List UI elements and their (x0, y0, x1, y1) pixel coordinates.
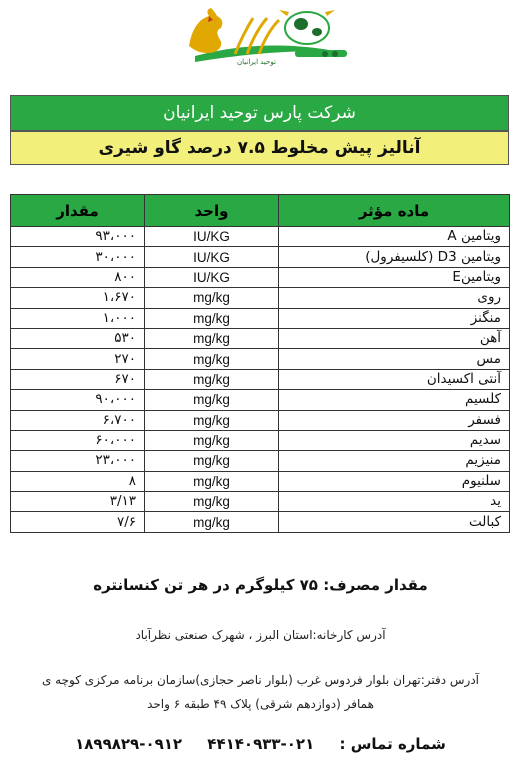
cell-unit: IU/KG (145, 247, 279, 267)
cell-material: مس (279, 349, 510, 369)
office-address: آدرس دفتر:تهران بلوار فردوس غرب (بلوار ناصر حجازی)سازمان برنامه مرکزی کوچه ی همافر (دوازدهم شرقی) پلاک ۴۹ طبقه ۶ واحد (41, 673, 480, 711)
factory-address: آدرس کارخانه:استان البرز ، شهرک صنعتی نظرآباد (135, 628, 386, 642)
table-row (11, 247, 510, 267)
cell-amount: ۶۷۰ (11, 369, 145, 389)
rooster-cow-logo-icon (175, 6, 365, 68)
product-title-banner: آنالیز پیش مخلوط ۷.۵ درصد گاو شیری (10, 131, 509, 165)
table-row (11, 328, 510, 348)
cell-unit: mg/kg (145, 328, 279, 348)
cell-unit: mg/kg (145, 410, 279, 430)
cell-amount: ۷/۶ (11, 512, 145, 532)
cell-unit: mg/kg (145, 471, 279, 491)
cell-material: کبالت (279, 512, 510, 532)
table-row (11, 410, 510, 430)
cell-amount: ۹۳،۰۰۰ (11, 227, 145, 247)
cell-material: ویتامین D3 (کلسیفرول) (279, 247, 510, 267)
cell-material: آنتی اکسیدان (279, 369, 510, 389)
cell-amount: ۳/۱۳ (11, 492, 145, 512)
cell-unit: mg/kg (145, 512, 279, 532)
cell-unit: mg/kg (145, 369, 279, 389)
cell-unit: IU/KG (145, 267, 279, 287)
company-logo (175, 6, 365, 68)
cell-amount: ۸ (11, 471, 145, 491)
table-row (11, 288, 510, 308)
cell-unit: mg/kg (145, 390, 279, 410)
cell-unit: mg/kg (145, 349, 279, 369)
table-row (11, 512, 510, 532)
table-row (11, 430, 510, 450)
table-row (11, 390, 510, 410)
cell-material: کلسیم (279, 390, 510, 410)
cell-material: سدیم (279, 430, 510, 450)
cell-material: منگنز (279, 308, 510, 328)
cell-amount: ۶،۷۰۰ (11, 410, 145, 430)
cell-material: ویتامینE (279, 267, 510, 287)
cell-unit: mg/kg (145, 430, 279, 450)
table-row (11, 369, 510, 389)
header-amount: مقدار (11, 195, 145, 227)
cell-material: سلنیوم (279, 471, 510, 491)
cell-material: روی (279, 288, 510, 308)
cell-material: ویتامین A (279, 227, 510, 247)
cell-amount: ۸۰۰ (11, 267, 145, 287)
cell-material: فسفر (279, 410, 510, 430)
header-unit: واحد (145, 195, 279, 227)
cell-unit: mg/kg (145, 492, 279, 512)
cell-amount: ۲۷۰ (11, 349, 145, 369)
cell-amount: ۳۰،۰۰۰ (11, 247, 145, 267)
contact-mobile: ۰۹۱۲-۱۸۹۹۸۲۹ (75, 735, 183, 753)
usage-note: مقدار مصرف: ۷۵ کیلوگرم در هر تن کنسانتره (93, 576, 428, 594)
table-row (11, 451, 510, 471)
company-name-banner: شرکت پارس توحید ایرانیان (10, 95, 509, 131)
table-row (11, 471, 510, 491)
cell-material: ید (279, 492, 510, 512)
cell-amount: ۲۳،۰۰۰ (11, 451, 145, 471)
cell-unit: IU/KG (145, 227, 279, 247)
cell-unit: mg/kg (145, 288, 279, 308)
table-row (11, 227, 510, 247)
table-row (11, 492, 510, 512)
cell-amount: ۱،۰۰۰ (11, 308, 145, 328)
table-row (11, 349, 510, 369)
table-row (11, 267, 510, 287)
cell-amount: ۵۳۰ (11, 328, 145, 348)
logo-text: توحید ایرانیان (237, 58, 276, 66)
cell-unit: mg/kg (145, 308, 279, 328)
cell-material: منیزیم (279, 451, 510, 471)
table-header-row (11, 195, 510, 227)
analysis-table (10, 194, 510, 533)
cell-amount: ۶۰،۰۰۰ (11, 430, 145, 450)
cell-amount: ۹۰،۰۰۰ (11, 390, 145, 410)
cell-amount: ۱،۶۷۰ (11, 288, 145, 308)
contact-line (0, 735, 521, 753)
cell-material: آهن (279, 328, 510, 348)
header-material: ماده مؤثر (279, 195, 510, 227)
table-row (11, 308, 510, 328)
cell-unit: mg/kg (145, 451, 279, 471)
contact-label: شماره تماس : (339, 735, 446, 753)
contact-phone: ۰۲۱-۴۴۱۴۰۹۳۳ (207, 735, 315, 753)
